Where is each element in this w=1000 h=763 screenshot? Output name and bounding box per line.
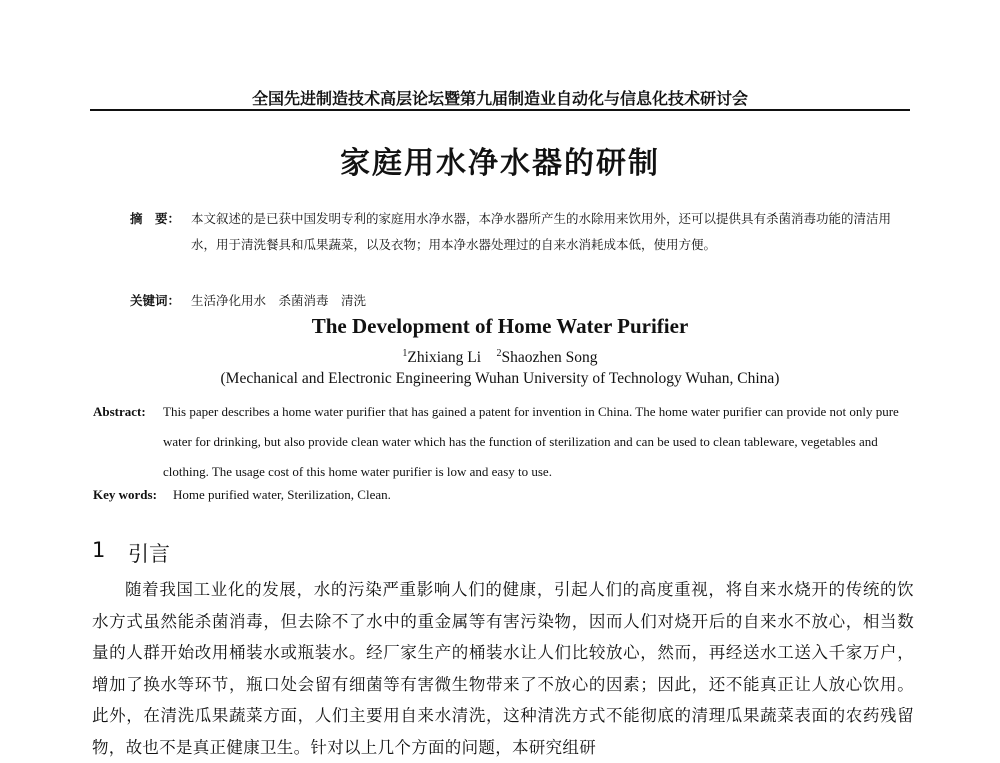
author-2-name: Shaozhen Song bbox=[501, 349, 598, 367]
running-head: 全国先进制造技术高层论坛暨第九届制造业自动化与信息化技术研讨会 bbox=[251, 89, 748, 108]
authors-line bbox=[0, 348, 1000, 367]
paper-title-chinese: 家庭用水净水器的研制 bbox=[340, 146, 660, 181]
author-2-superscript: 2 bbox=[496, 348, 502, 359]
affiliation: (Mechanical and Electronic Engineering Wuhan University of Technology Wuhan, China) bbox=[220, 370, 780, 387]
body-paragraph: 随着我国工业化的发展，水的污染严重影响人们的健康，引起人们的高度重视，将自来水烧开的传统的饮水方式虽然能杀菌消毒，但去除不了水中的重金属等有害污染物，因而人们对烧开后的自来水不放心，相当数量的人群开始改用桶装水或瓶装水。经厂家生产的桶装水让人们比较放心，然而，再经送水工送入千家万户，增加了换水等环节，瓶口处会留有细菌等有害微生物带来了不放心的因素；因此，还不能真正让人放心饮用。此外，在清洗瓜果蔬菜方面，人们主要用自来水清洗，这种清洗方式不能彻底的清理瓜果蔬菜表面的农药残留物，故也不是真正健康卫生。针对以上几个方面的问题，本研究组研 bbox=[92, 580, 914, 757]
keywords-english-text: Home purified water, Sterilization, Clean. bbox=[173, 487, 391, 502]
author-1-superscript: 1 bbox=[402, 348, 408, 359]
author-1-name: Zhixiang Li bbox=[407, 349, 482, 367]
keywords-chinese-label: 关键词： bbox=[130, 293, 181, 308]
abstract-english-label: Abstract: bbox=[93, 404, 146, 419]
abstract-english-text: This paper describes a home water purifier that has gained a patent for invention in China. The home water purifier can provide not only pure water for drinking, but also provide clean water which has the function of sterilization and can be used to clean tableware, vegetables and clothing. The usage cost of this home water purifier is low and easy to use. bbox=[163, 404, 899, 479]
header-rule bbox=[90, 109, 910, 111]
keywords-english-label: Key words: bbox=[93, 487, 157, 502]
keywords-chinese-text: 生活净化用水 杀菌消毒 清洗 bbox=[191, 293, 367, 308]
paper-title-english: The Development of Home Water Purifier bbox=[311, 314, 689, 338]
section-number: 1 bbox=[92, 538, 106, 562]
abstract-chinese-text: 本文叙述的是已获中国发明专利的家庭用水净水器，本净水器所产生的水除用来饮用外，还可以提供具有杀菌消毒功能的清洁用水，用于清洗餐具和瓜果蔬菜，以及衣物；用本净水器处理过的自来水消耗成本低，使用方便。 bbox=[191, 211, 892, 252]
section-title: 引言 bbox=[128, 542, 170, 566]
abstract-chinese-label: 摘 要： bbox=[130, 211, 181, 226]
